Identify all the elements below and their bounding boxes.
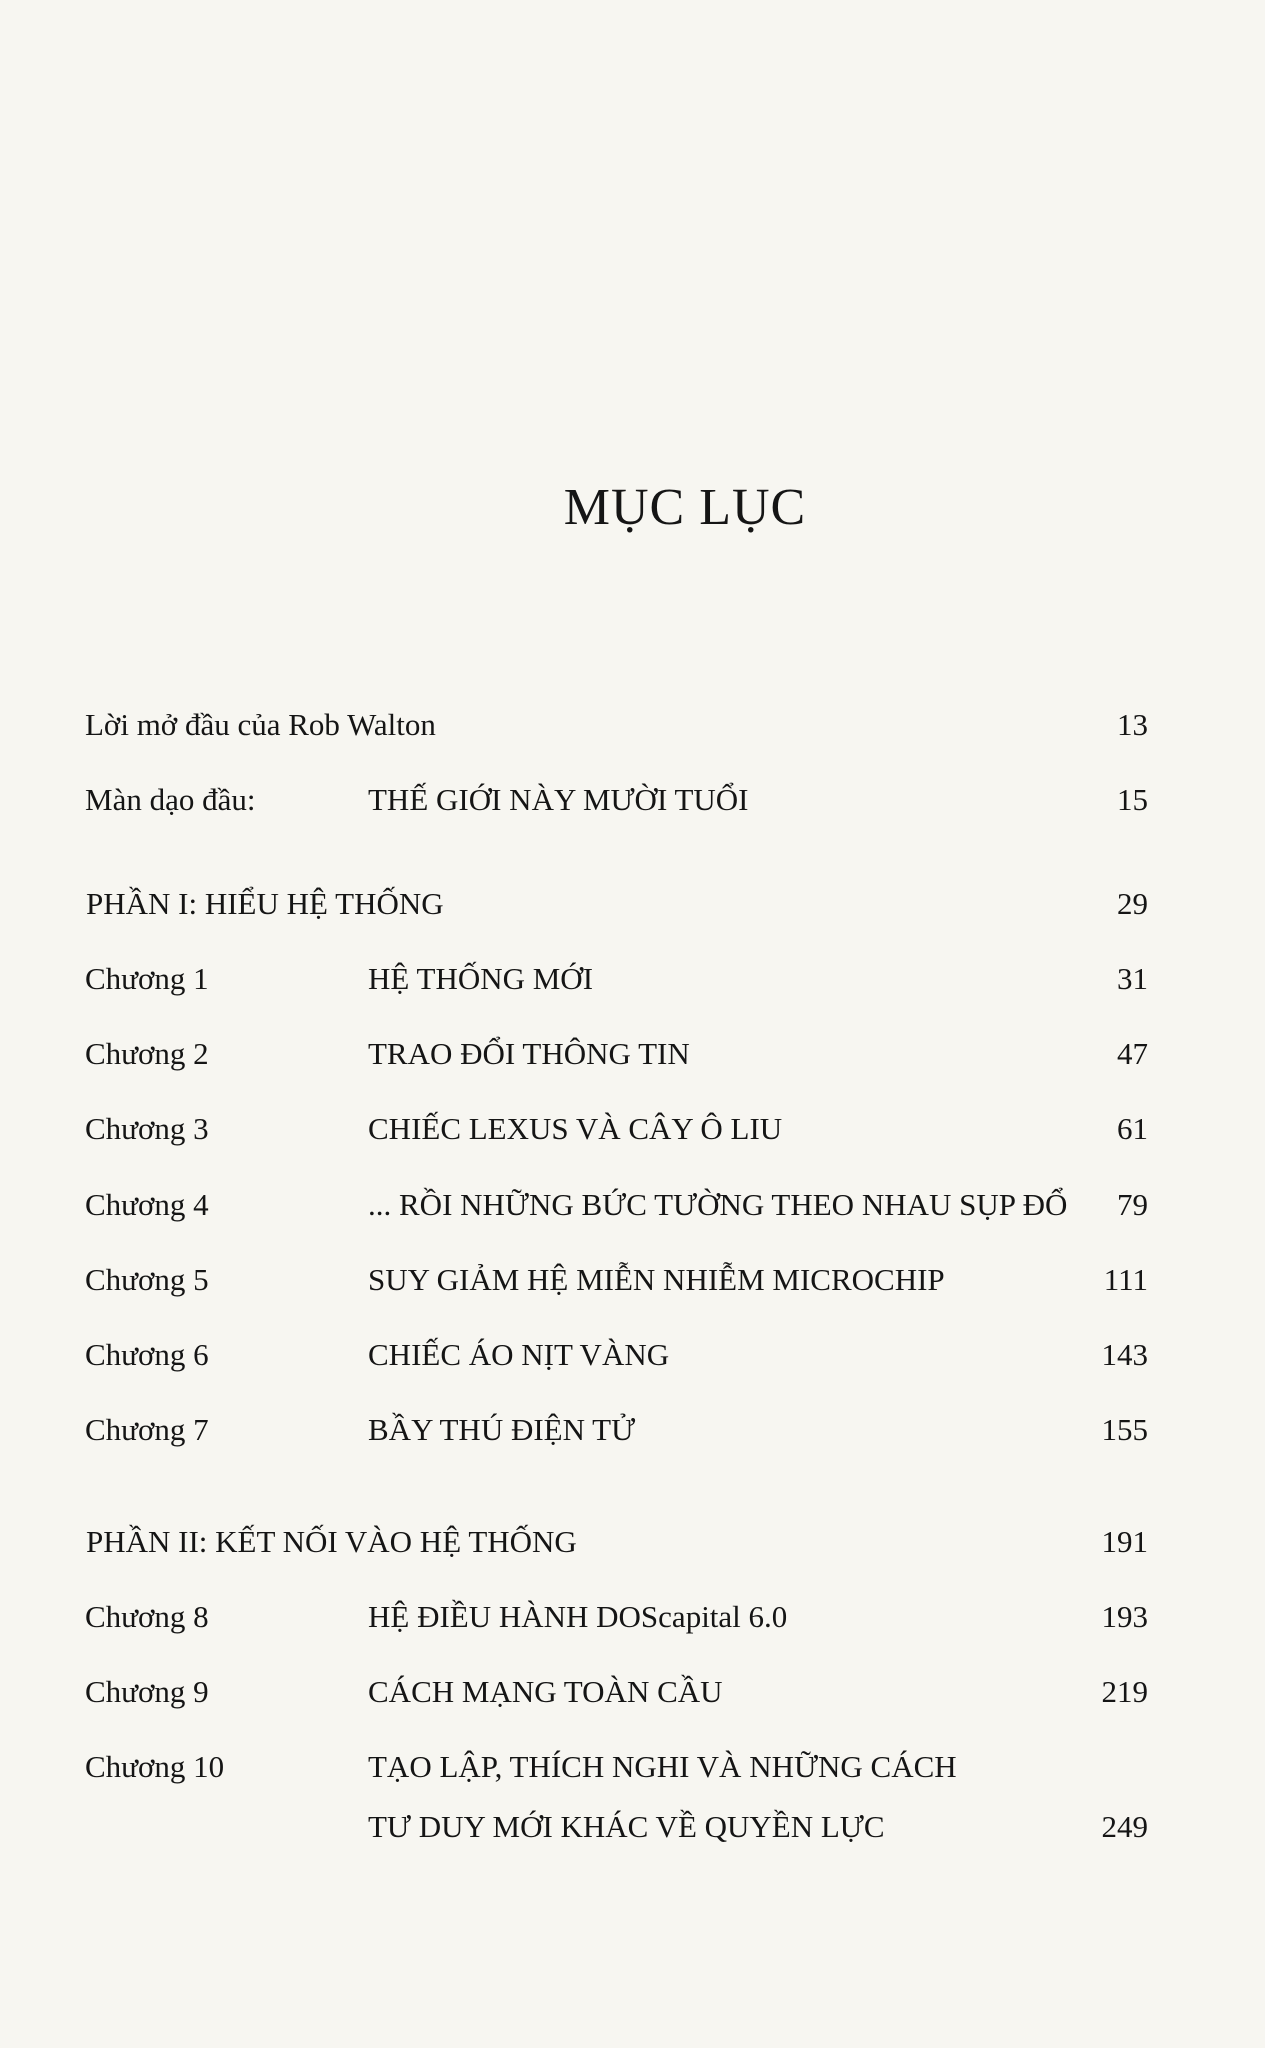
toc-entry-label: Chương 5 xyxy=(85,1262,209,1297)
toc-entry-title: CÁCH MẠNG TOÀN CẦU xyxy=(368,1674,723,1709)
toc-entry xyxy=(0,1034,1265,1074)
toc-entry-label: Lời mở đầu của Rob Walton xyxy=(85,707,436,742)
toc-entry-title: TRAO ĐỔI THÔNG TIN xyxy=(368,1036,690,1071)
toc-entry-page: 29 xyxy=(1117,886,1148,921)
toc-entry-label: Chương 8 xyxy=(85,1599,209,1634)
page-title: MỤC LỤC xyxy=(563,479,807,536)
toc-entry-page: 219 xyxy=(1101,1674,1148,1709)
toc-part-label: PHẦN I: HIỂU HỆ THỐNG xyxy=(86,886,444,921)
toc-entry-page: 61 xyxy=(1117,1111,1148,1146)
toc-entry-page: 143 xyxy=(1101,1337,1148,1372)
toc-entry-page: 15 xyxy=(1117,782,1148,817)
toc-entry xyxy=(0,1109,1265,1149)
toc-entry-title: CHIẾC ÁO NỊT VÀNG xyxy=(368,1337,670,1372)
toc-entry xyxy=(0,1672,1265,1712)
toc-entry-label: Chương 2 xyxy=(85,1036,209,1071)
toc-entry xyxy=(0,1597,1265,1637)
toc-entry-continuation xyxy=(0,1807,1265,1847)
toc-entry xyxy=(0,1185,1265,1225)
toc-entry xyxy=(0,959,1265,999)
toc-entry-page: 31 xyxy=(1117,961,1148,996)
toc-entry-page: 79 xyxy=(1117,1187,1148,1222)
toc-entry-page: 191 xyxy=(1101,1524,1148,1559)
toc-entry xyxy=(0,884,1265,924)
toc-entry xyxy=(0,780,1265,820)
toc-entry-label: Chương 6 xyxy=(85,1337,209,1372)
toc-entry-label: Chương 10 xyxy=(85,1749,225,1784)
toc-entry xyxy=(0,1260,1265,1300)
toc-entry-page: 249 xyxy=(1101,1809,1148,1844)
toc-entry-page: 111 xyxy=(1103,1262,1148,1297)
toc-entry xyxy=(0,1747,1265,1787)
toc-entry-label: Chương 9 xyxy=(85,1674,209,1709)
toc-entry-label: Chương 7 xyxy=(85,1412,209,1447)
toc-part-label: PHẦN II: KẾT NỐI VÀO HỆ THỐNG xyxy=(86,1524,577,1559)
toc-entry-title: BẦY THÚ ĐIỆN TỬ xyxy=(368,1412,636,1447)
toc-entry-page: 193 xyxy=(1101,1599,1148,1634)
toc-entry-label: Chương 4 xyxy=(85,1187,209,1222)
toc-entry-title: ... RỒI NHỮNG BỨC TƯỜNG THEO NHAU SỤP ĐỔ xyxy=(368,1187,1068,1222)
toc-entry-title: HỆ THỐNG MỚI xyxy=(368,961,594,996)
toc-entry-title: HỆ ĐIỀU HÀNH DOScapital 6.0 xyxy=(368,1599,788,1634)
toc-entry xyxy=(0,1522,1265,1562)
toc-entry xyxy=(0,1410,1265,1450)
toc-entry-page: 155 xyxy=(1101,1412,1148,1447)
toc-entry-title: TẠO LẬP, THÍCH NGHI VÀ NHỮNG CÁCH xyxy=(368,1749,957,1784)
toc-entry-label: Màn dạo đầu: xyxy=(85,782,256,817)
toc-entry-title: TƯ DUY MỚI KHÁC VỀ QUYỀN LỰC xyxy=(368,1809,885,1844)
toc-entry-title: CHIẾC LEXUS VÀ CÂY Ô LIU xyxy=(368,1111,783,1146)
toc-entry-page: 13 xyxy=(1117,707,1148,742)
toc-entry-title: THẾ GIỚI NÀY MƯỜI TUỔI xyxy=(368,782,749,817)
toc-entry xyxy=(0,705,1265,745)
toc-entry xyxy=(0,1335,1265,1375)
toc-entry-label: Chương 3 xyxy=(85,1111,209,1146)
toc-entry-label: Chương 1 xyxy=(85,961,209,996)
toc-entry-page: 47 xyxy=(1117,1036,1148,1071)
toc-entry-title: SUY GIẢM HỆ MIỄN NHIỄM MICROCHIP xyxy=(368,1262,945,1297)
